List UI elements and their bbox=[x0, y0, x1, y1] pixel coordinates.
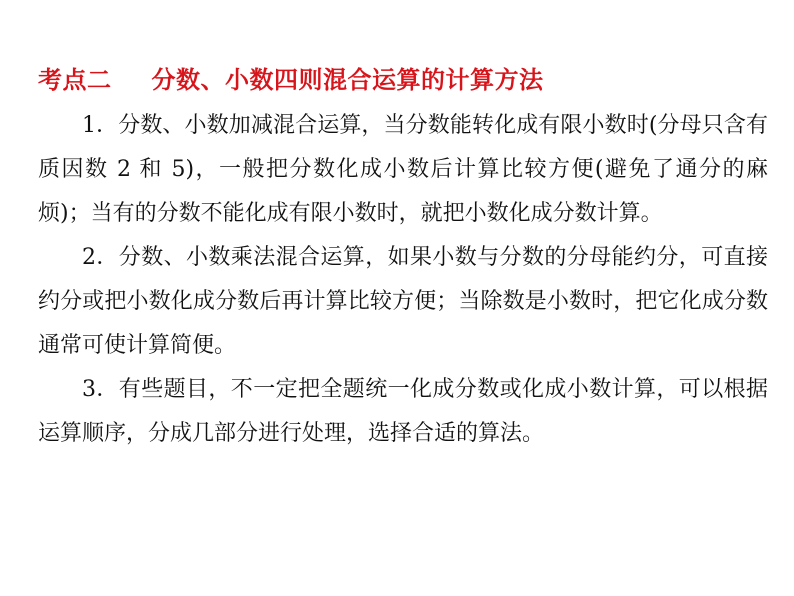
heading-title: 分数、小数四则混合运算的计算方法 bbox=[151, 65, 544, 94]
section-heading bbox=[38, 60, 544, 95]
paragraph-2: 2．分数、小数乘法混合运算，如果小数与分数的分母能约分，可直接约分或把小数化成分数后再计算比较方便；当除数是小数时，把它化成分数通常可使计算简便。 bbox=[38, 245, 768, 358]
paragraph-1: 1．分数、小数加减混合运算，当分数能转化成有限小数时(分母只含有质因数 2 和 5)，一般把分数化成小数后计算比较方便(避免了通分的麻烦)；当有的分数不能化成有限小数时，就把小数化成分数计算。 bbox=[38, 113, 768, 226]
content-body bbox=[38, 104, 768, 456]
heading-number: 考点二 bbox=[38, 65, 112, 94]
paragraph-3: 3．有些题目，不一定把全题统一化成分数或化成小数计算，可以根据运算顺序，分成几部分进行处理，选择合适的算法。 bbox=[38, 377, 768, 446]
